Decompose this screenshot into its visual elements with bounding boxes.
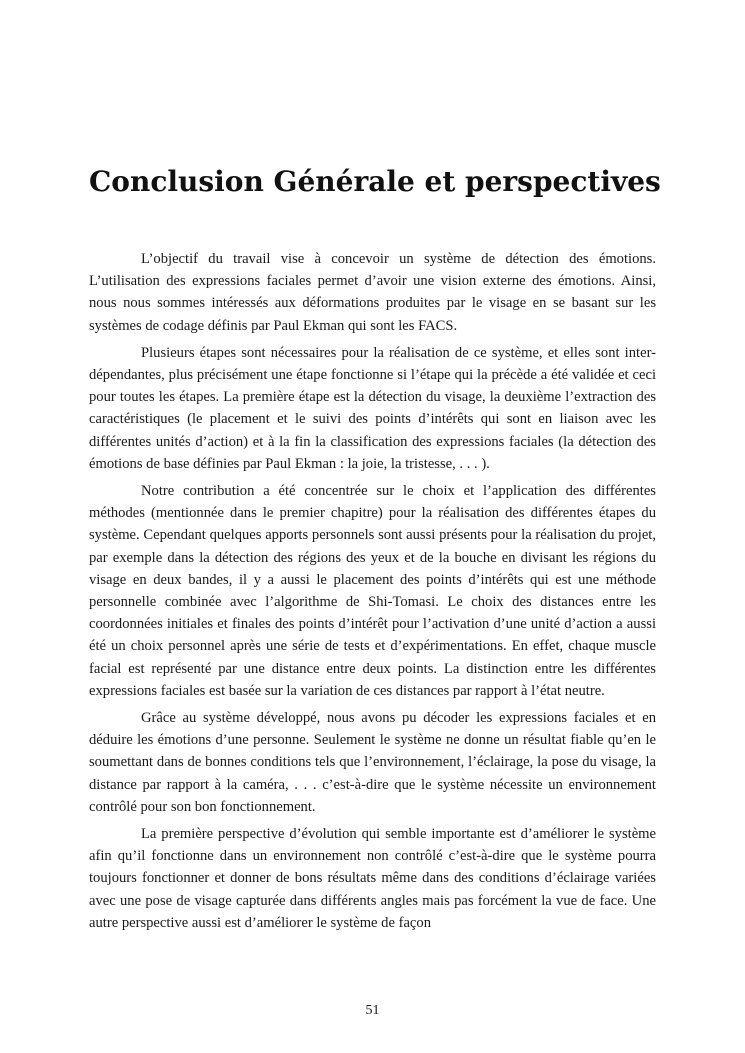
paragraph: La première perspective d’évolution qui semble importante est d’améliorer le système afin qu’il fonctionne dans un environnement non contrôlé c’est-à-dire que le système pourra toujours fonctionner et donner de bons résultats même dans des conditions d’éclairage variées avec une pose de visage capturée dans différents angles mais pas forcément la vue de face. Une autre perspective aussi est d’améliorer le système de façon [89, 826, 656, 931]
chapter-title: Conclusion Générale et perspectives [89, 165, 661, 198]
paragraph: Plusieurs étapes sont nécessaires pour la réalisation de ce système, et elles sont inter-dépendantes, plus précisément une étape fonctionne si l’étape qui la précède a été validée et ceci pour toutes les étapes. La première étape est la détection du visage, la deuxième l’extraction des caractéristiques (le placement et le suivi des points d’intérêts qui sont en liaison avec les différentes unités d’action) et à la fin la classification des expressions faciales (la détection des émotions de base définies par Paul Ekman : la joie, la tristesse, . . . ). [89, 344, 656, 472]
body-text [89, 248, 656, 939]
paragraph: L’objectif du travail vise à concevoir un système de détection des émotions. L’utilisation des expressions faciales permet d’avoir une vision externe des émotions. Ainsi, nous nous sommes intéressés aux déformations produites par le visage en se basant sur les systèmes de codage définis par Paul Ekman qui sont les FACS. [89, 251, 656, 334]
page-number: 51 [365, 1003, 380, 1018]
paragraph: Notre contribution a été concentrée sur le choix et l’application des différentes méthodes (mentionnée dans le premier chapitre) pour la réalisation des différentes étapes du système. Cependant quelques apports personnels sont aussi présents pour la réalisation du projet, par exemple dans la détection des régions des yeux et de la bouche en divisant les régions du visage en deux bandes, il y a aussi le placement des points d’intérêts qui est une méthode personnelle combinée avec l’algorithme de Shi-Tomasi. Le choix des distances entre les coordonnées initiales et finales des points d’intérêt pour l’activation d’une unité d’action a aussi été un choix personnel après une série de tests et d’expérimentations. En effet, chaque muscle facial est représenté par une distance entre deux points. La distinction entre les différentes expressions faciales est basée sur la variation de ces distances par rapport à l’état neutre. [89, 483, 656, 699]
paragraph: Grâce au système développé, nous avons pu décoder les expressions faciales et en déduire les émotions d’une personne. Seulement le système ne donne un résultat fiable qu’en le soumettant dans de bonnes conditions tels que l’environnement, l’éclairage, la pose du visage, la distance par rapport à la caméra, . . . c’est-à-dire que le système nécessite un environnement contrôlé pour son bon fonctionnement. [89, 710, 656, 815]
